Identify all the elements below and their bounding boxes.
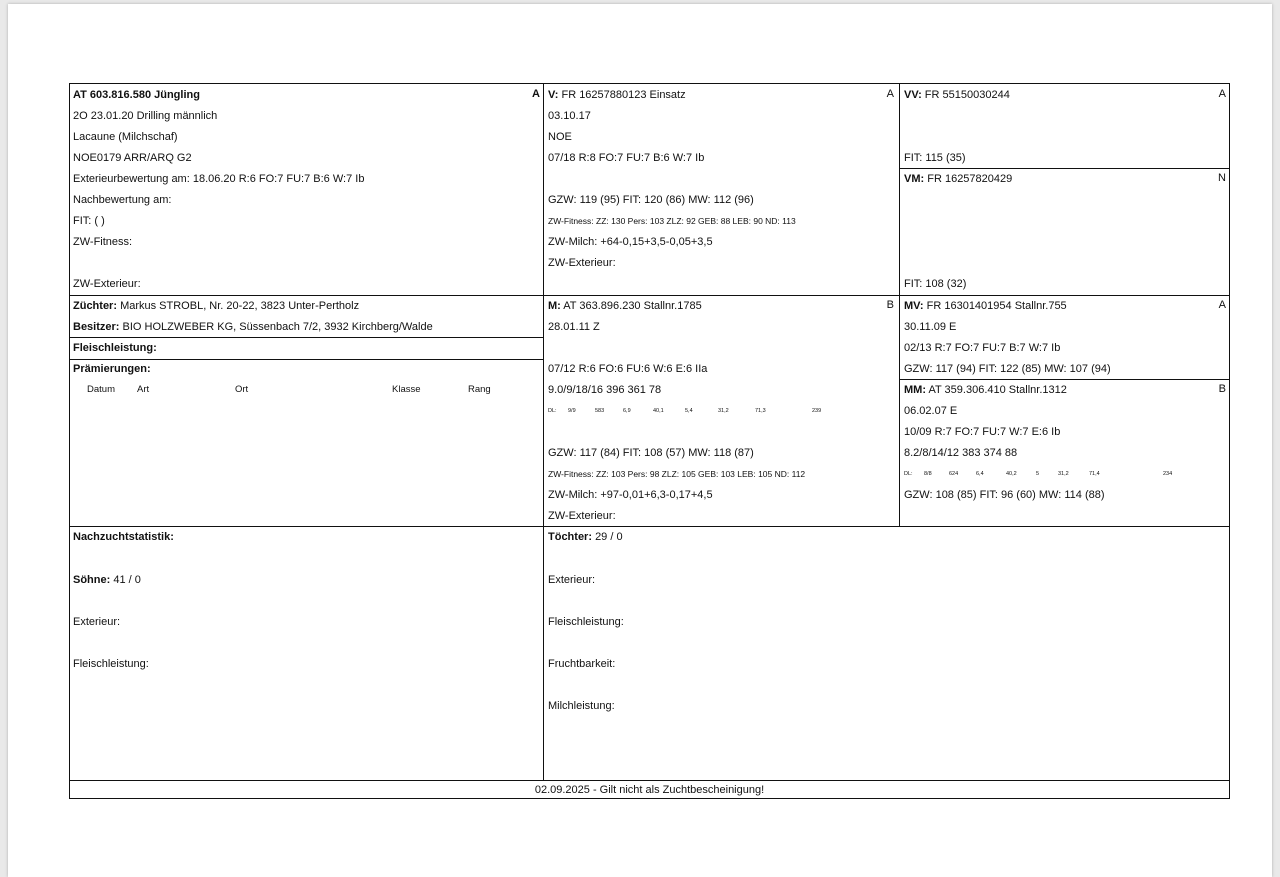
dl-cell: 40,1 [653, 408, 664, 414]
sire-sire-label: VV: [904, 89, 922, 101]
animal-code: NOE0179 ARR/ARQ G2 [73, 152, 192, 164]
animal-id: AT 603.816.580 Jüngling [73, 89, 200, 101]
dl-cell: 5,4 [685, 408, 693, 414]
dam-dam-lactation: 8.2/8/14/12 383 374 88 [904, 447, 1018, 459]
breeder-line [73, 299, 359, 313]
sire-dam-id: FR 16257820429 [927, 173, 1013, 185]
awards-col-date: Datum [87, 384, 115, 395]
sire-label: V: [548, 89, 559, 101]
dam-sire-id-line [904, 299, 1067, 313]
sire-region: NOE [548, 131, 572, 143]
pedigree-sheet [69, 83, 1230, 799]
sire-zw-milch: ZW-Milch: +64-0,15+3,5-0,05+3,5 [548, 236, 713, 248]
dl-cell: 31,2 [1058, 471, 1069, 477]
sire-id-line [548, 88, 686, 102]
owner-label: Besitzer: [73, 321, 120, 333]
sire-sire-fit: FIT: 115 (35) [904, 152, 966, 164]
dam-dam-id-line [904, 383, 1067, 397]
animal-exterior-eval: Exterieurbewertung am: 18.06.20 R:6 FO:7 FU:7 B:6 W:7 Ib [73, 173, 365, 185]
dl-cell: 624 [949, 471, 959, 477]
sire-id: FR 16257880123 Einsatz [561, 89, 686, 101]
sire-dam-id-line [904, 172, 1012, 186]
dam-zw-milch: ZW-Milch: +97-0,01+6,3-0,17+4,5 [548, 489, 713, 501]
divider [70, 780, 1230, 781]
sire-grade: A [886, 88, 894, 100]
divider [899, 379, 1230, 380]
dl-cell: 6,4 [976, 471, 984, 477]
dam-zw-fitness: ZW-Fitness: ZZ: 103 Pers: 98 ZLZ: 105 GEB: 103 LEB: 105 ND: 112 [548, 469, 806, 479]
sire-exterior: 07/18 R:8 FO:7 FU:7 B:6 W:7 Ib [548, 152, 705, 164]
dl-cell: 31,2 [718, 408, 729, 414]
divider [70, 337, 543, 338]
daughters-fertility: Fruchtbarkeit: [548, 658, 616, 670]
divider [899, 168, 1230, 169]
breeder: Markus STROBL, Nr. 20-22, 3823 Unter-Pertholz [120, 300, 360, 312]
divider [70, 359, 543, 360]
dl-cell: 40,2 [1006, 471, 1017, 477]
awards-col-rank: Rang [468, 384, 491, 395]
animal-grade: A [532, 88, 540, 100]
dl-cell: DL: [548, 408, 557, 414]
owner-line [73, 320, 433, 334]
offspring-stats-label: Nachzuchtstatistik: [73, 531, 174, 543]
dam-lactation: 9.0/9/18/16 396 361 78 [548, 384, 662, 396]
animal-re-eval: Nachbewertung am: [73, 194, 172, 206]
dam-dam-gzw: GZW: 108 (85) FIT: 96 (60) MW: 114 (88) [904, 489, 1105, 501]
dam-id: AT 363.896.230 Stallnr.1785 [563, 300, 702, 312]
divider [899, 84, 900, 526]
daughters-label: Töchter: [548, 531, 592, 543]
dam-dam-label: MM: [904, 384, 926, 396]
dam-sire-label: MV: [904, 300, 924, 312]
sire-sire-id: FR 55150030244 [924, 89, 1010, 101]
dam-date: 28.01.11 Z [548, 321, 600, 333]
sons-count: 41 / 0 [113, 574, 141, 586]
dam-dam-exterior: 10/09 R:7 FO:7 FU:7 W:7 E:6 Ib [904, 426, 1061, 438]
awards-col-place: Ort [235, 384, 249, 395]
dam-dam-date: 06.02.07 E [904, 405, 958, 417]
dam-grade: B [886, 299, 894, 311]
sire-zw-exterieur: ZW-Exterieur: [548, 257, 616, 269]
sire-dam-fit: FIT: 108 (32) [904, 278, 967, 290]
dl-cell: 5 [1036, 471, 1040, 477]
document-page [8, 4, 1272, 877]
dam-label: M: [548, 300, 561, 312]
daughters-meat: Fleischleistung: [548, 616, 624, 628]
animal-zw-fitness: ZW-Fitness: [73, 236, 133, 248]
sire-sire-grade: A [1218, 88, 1226, 100]
animal-breed: Lacaune (Milchschaf) [73, 131, 178, 143]
dam-id-line [548, 299, 702, 313]
animal-zw-exterieur: ZW-Exterieur: [73, 278, 141, 290]
daughters-exterior: Exterieur: [548, 574, 596, 586]
sons-meat: Fleischleistung: [73, 658, 149, 670]
sire-gzw: GZW: 119 (95) FIT: 120 (86) MW: 112 (96) [548, 194, 754, 206]
dl-cell: 71,3 [755, 408, 766, 414]
animal-fit: FIT: ( ) [73, 215, 105, 227]
dam-sire-id: FR 16301401954 Stallnr.755 [926, 300, 1067, 312]
sons-line [73, 573, 141, 587]
awards-label: Prämierungen: [73, 363, 151, 375]
sire-sire-id-line [904, 88, 1010, 102]
dl-cell: 239 [812, 408, 822, 414]
dam-dam-id: AT 359.306.410 Stallnr.1312 [928, 384, 1067, 396]
daughters-milk: Milchleistung: [548, 700, 615, 712]
sire-dam-label: VM: [904, 173, 925, 185]
dam-zw-exterieur: ZW-Exterieur: [548, 510, 616, 522]
breeder-label: Züchter: [73, 300, 117, 312]
daughters-count: 29 / 0 [595, 531, 623, 543]
divider [70, 295, 1230, 296]
dl-cell: DL: [904, 471, 913, 477]
dl-cell: 6,9 [623, 408, 631, 414]
sire-dam-grade: N [1218, 172, 1226, 184]
owner: BIO HOLZWEBER KG, Süssenbach 7/2, 3932 Kirchberg/Walde [122, 321, 433, 333]
divider [70, 526, 1230, 527]
sire-date: 03.10.17 [548, 110, 591, 122]
dam-dam-grade: B [1218, 383, 1226, 395]
dl-cell: 234 [1163, 471, 1173, 477]
footer-note: 02.09.2025 - Gilt nicht als Zuchtbescheinigung! [534, 784, 765, 796]
dam-sire-date: 30.11.09 E [904, 321, 957, 333]
sons-exterior: Exterieur: [73, 616, 121, 628]
daughters-line [548, 530, 623, 544]
meat-label: Fleischleistung: [73, 342, 157, 354]
sons-label: Söhne: [73, 574, 111, 586]
dl-cell: 71,4 [1089, 471, 1100, 477]
dam-sire-grade: A [1218, 299, 1226, 311]
sire-zw-fitness: ZW-Fitness: ZZ: 130 Pers: 103 ZLZ: 92 GEB: 88 LEB: 90 ND: 113 [548, 216, 796, 226]
divider [543, 84, 544, 780]
awards-col-class: Klasse [392, 384, 421, 395]
dl-cell: 8/8 [924, 471, 932, 477]
animal-birth: 2O 23.01.20 Drilling männlich [73, 110, 218, 122]
dl-cell: 583 [595, 408, 605, 414]
dam-sire-gzw: GZW: 117 (94) FIT: 122 (85) MW: 107 (94) [904, 363, 1111, 375]
dam-sire-exterior: 02/13 R:7 FO:7 FU:7 B:7 W:7 Ib [904, 342, 1061, 354]
dam-gzw: GZW: 117 (84) FIT: 108 (57) MW: 118 (87) [548, 447, 754, 459]
dl-cell: 9/9 [568, 408, 576, 414]
dam-exterior: 07/12 R:6 FO:6 FU:6 W:6 E:6 IIa [548, 363, 708, 375]
awards-col-type: Art [137, 384, 150, 395]
